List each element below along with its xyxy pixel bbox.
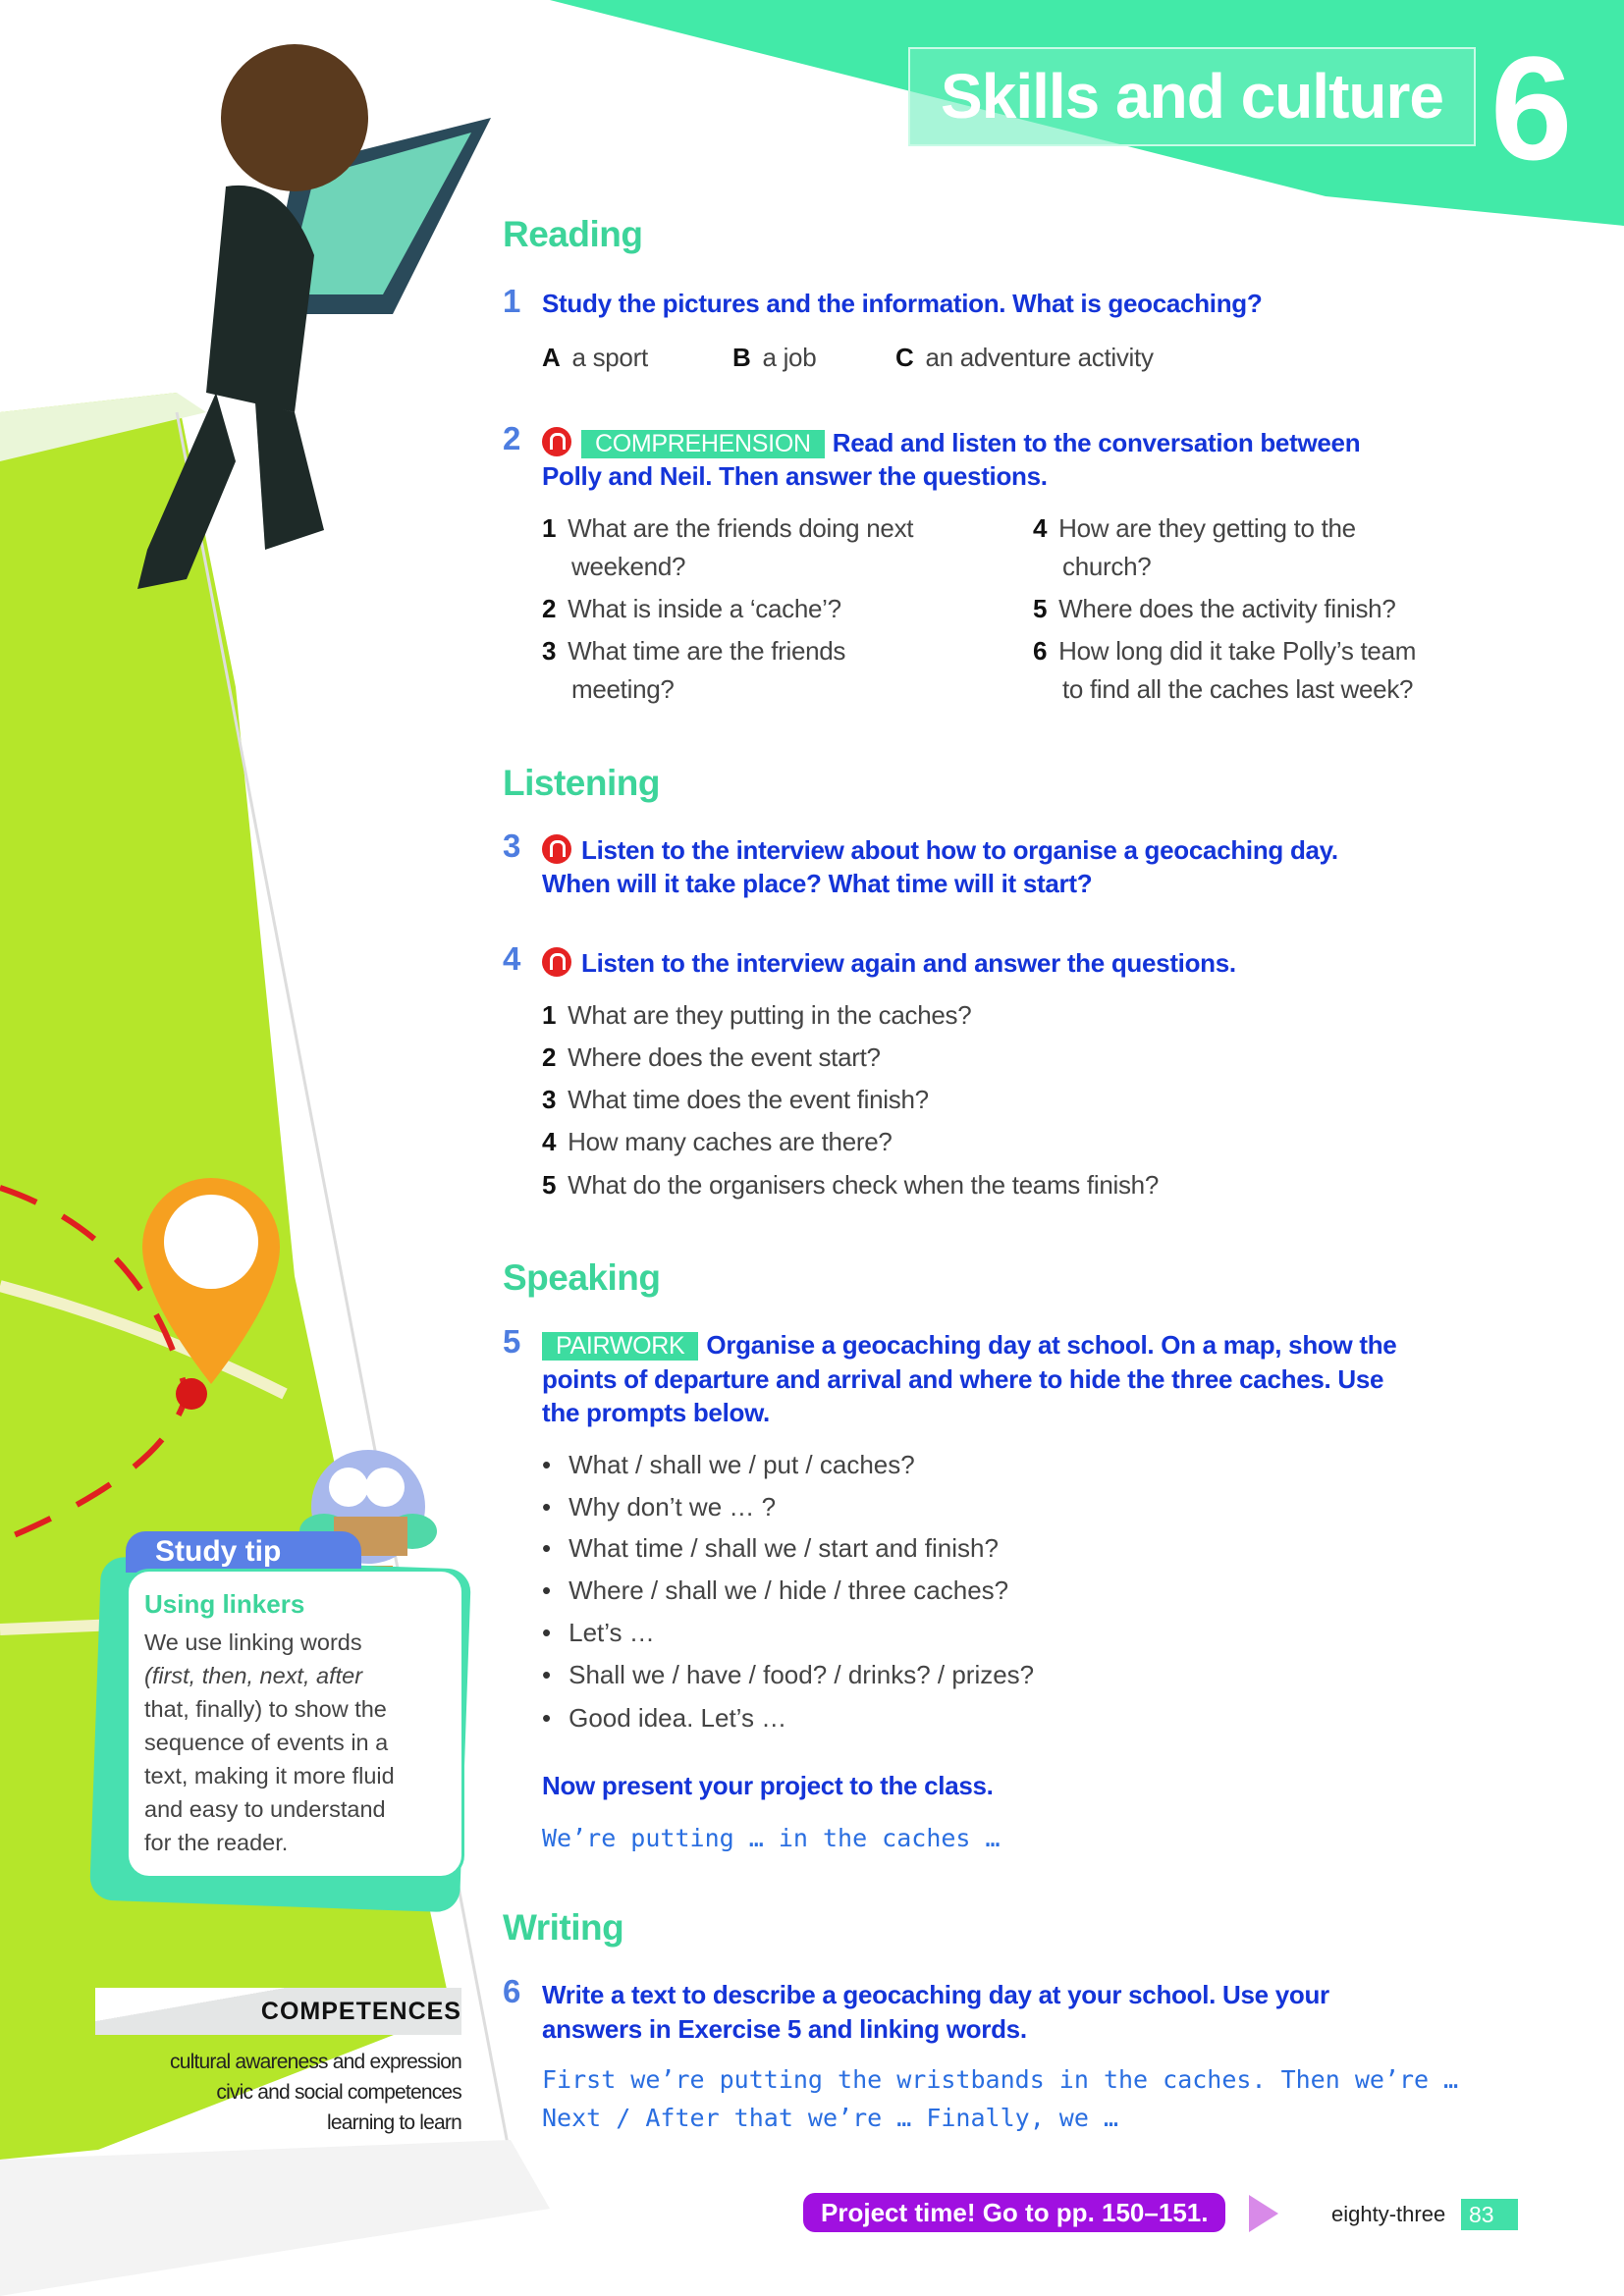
exercise-1-instruction: Study the pictures and the information. What is geocaching? xyxy=(542,289,1263,318)
audio-icon[interactable] xyxy=(542,427,571,456)
exercise-5-instruction-line3: the prompts below. xyxy=(542,1398,770,1427)
section-heading-reading: Reading xyxy=(503,214,643,254)
prompt-bullet: • Why don’t we … ? xyxy=(542,1492,776,1522)
study-tip-label-bg xyxy=(126,1531,361,1573)
option-b: B a job xyxy=(732,343,817,372)
exercise-5-instruction: PAIRWORK Organise a geocaching day at school. On a map, show the xyxy=(542,1330,1396,1361)
present-instruction: Now present your project to the class. xyxy=(542,1771,994,1800)
list-item: 2 What is inside a ‘cache’? xyxy=(542,594,841,623)
exercise-6-instruction: Write a text to describe a geocaching day at your school. Use your xyxy=(542,1980,1329,2009)
list-item: 5 What do the organisers check when the teams finish? xyxy=(542,1170,1159,1200)
pairwork-tag: PAIRWORK xyxy=(542,1332,698,1361)
project-time-link[interactable]: Project time! Go to pp. 150–151. xyxy=(803,2193,1225,2232)
list-item: 4 How are they getting to the church? xyxy=(1033,513,1356,581)
example-sentence: First we’re putting the wristbands in the caches. Then we’re … xyxy=(542,2065,1459,2094)
exercise-number: 3 xyxy=(503,828,521,864)
example-sentence: Next / After that we’re … Finally, we … xyxy=(542,2104,1118,2132)
exercise-2-instruction-line2: Polly and Neil. Then answer the questions. xyxy=(542,461,1048,491)
exercise-5-instruction-line2: points of departure and arrival and where to hide the three caches. Use xyxy=(542,1364,1384,1394)
list-item: 1 What are they putting in the caches? xyxy=(542,1000,972,1030)
list-item: 4 How many caches are there? xyxy=(542,1127,893,1156)
section-heading-listening: Listening xyxy=(503,763,660,803)
competences-list: cultural awareness and expression civic and social competences learning to learn xyxy=(170,2051,461,2134)
comprehension-tag: COMPREHENSION xyxy=(581,430,825,458)
study-tip-box xyxy=(126,1569,464,1879)
exercise-3-instruction: Listen to the interview about how to organise a geocaching day. xyxy=(542,834,1338,866)
page-title: Skills and culture xyxy=(941,61,1443,132)
list-item: 5 Where does the activity finish? xyxy=(1033,594,1396,623)
prompt-bullet: • What / shall we / put / caches? xyxy=(542,1450,915,1480)
page-word: eighty-three xyxy=(1331,2202,1446,2226)
list-item: 6 How long did it take Polly’s team to find all the caches last week? xyxy=(1033,636,1417,704)
option-c: C an adventure activity xyxy=(895,343,1154,372)
study-tip-title: Using linkers xyxy=(144,1589,305,1619)
section-heading-writing: Writing xyxy=(503,1907,624,1948)
boy-with-tablet-illustration xyxy=(137,44,491,589)
exercise-6-instruction-line2: answers in Exercise 5 and linking words. xyxy=(542,2014,1027,2044)
prompt-bullet: • What time / shall we / start and finish? xyxy=(542,1533,999,1564)
example-sentence: We’re putting … in the caches … xyxy=(542,1824,1001,1852)
list-item: 1 What are the friends doing next weekend? xyxy=(542,513,914,581)
page-number: 83 xyxy=(1461,2199,1518,2230)
prompt-bullet: • Shall we / have / food? / drinks? / prizes? xyxy=(542,1660,1034,1690)
study-tip-label: Study tip xyxy=(155,1535,282,1568)
exercise-number: 5 xyxy=(503,1323,521,1360)
competences-header xyxy=(95,1988,461,2035)
audio-icon[interactable] xyxy=(542,834,571,864)
list-item: 3 What time does the event finish? xyxy=(542,1085,929,1114)
prompt-bullet: • Where / shall we / hide / three caches? xyxy=(542,1575,1008,1606)
audio-icon[interactable] xyxy=(542,947,571,977)
section-heading-speaking: Speaking xyxy=(503,1257,661,1298)
arrow-right-icon xyxy=(1249,2195,1278,2232)
exercise-number: 1 xyxy=(503,283,521,319)
unit-number: 6 xyxy=(1490,26,1573,190)
exercise-2-instruction: COMPREHENSION Read and listen to the conversation between xyxy=(542,427,1360,458)
exercise-3-instruction-line2: When will it take place? What time will it start? xyxy=(542,869,1093,898)
prompt-bullet: • Good idea. Let’s … xyxy=(542,1703,786,1734)
exercise-number: 4 xyxy=(503,940,521,977)
exercise-number: 6 xyxy=(503,1973,521,2009)
study-tip-text: We use linking words (first, then, next, after that, finally) to show the sequence of events in a text, making it more fluid and easy to understand for the reader. xyxy=(144,1629,395,1855)
list-item: 3 What time are the friends meeting? xyxy=(542,636,846,704)
prompt-bullet: • Let’s … xyxy=(542,1618,655,1648)
competences-title: COMPETENCES xyxy=(260,1998,461,2025)
exercise-4-instruction: Listen to the interview again and answer the questions. xyxy=(542,947,1236,979)
option-a: A a sport xyxy=(542,343,648,372)
exercise-number: 2 xyxy=(503,420,521,456)
title-box xyxy=(908,47,1476,146)
list-item: 2 Where does the event start? xyxy=(542,1042,881,1072)
